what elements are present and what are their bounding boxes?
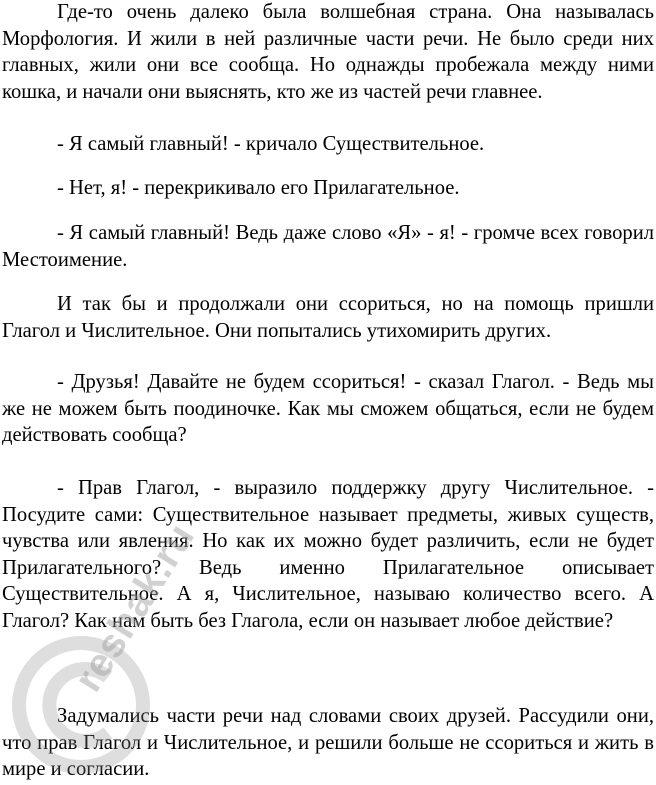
paragraph-intro: Где-то очень далеко была волшебная страна. Она называлась Морфология. И жили в ней различные части речи. Не было среди них главных, жили они все сообща. Но однажды пробежала между ними кошка, и начали они выяснять, кто же из частей речи главнее. bbox=[2, 1, 654, 103]
paragraph-numeral-speech: - Прав Глагол, - выразило поддержку другу Числительное. - Посудите сами: Существительное называет предметы, живых существ, чувства или явления. Но как их можно будет различить, если не будет Прилагательного? Ведь именно Прилагательное описывает Существительное. А я, Числительное, называю количество всего. А Глагол? Как нам быть без Глагола, если он называет любое действие? bbox=[2, 477, 654, 632]
watermark-text: reshak.ru bbox=[66, 515, 204, 700]
paragraph-noun-line: - Я самый главный! - кричало Существительное. bbox=[57, 133, 485, 155]
paragraph-conclusion: Задумались части речи над словами своих друзей. Рассудили они, что прав Глагол и Числительное, и решили больше не ссориться и жить в мире и согласии. bbox=[2, 705, 654, 781]
paragraph-pronoun-line: - Я самый главный! Ведь даже слово «Я» - я! - громче всех говорил Местоимение. bbox=[2, 222, 654, 271]
paragraph-verb-speech: - Друзья! Давайте не будем ссориться! - сказал Глагол. - Ведь мы же не можем быть поодиночке. Как мы сможем общаться, если не будем действовать сообща? bbox=[2, 371, 654, 447]
paragraph-verb-numeral-arrive: И так бы и продолжали они ссориться, но на помощь пришли Глагол и Числительное. Они попытались утихомирить других. bbox=[2, 293, 654, 342]
paragraph-adjective-line: - Нет, я! - перекрикивало его Прилагательное. bbox=[57, 177, 460, 199]
